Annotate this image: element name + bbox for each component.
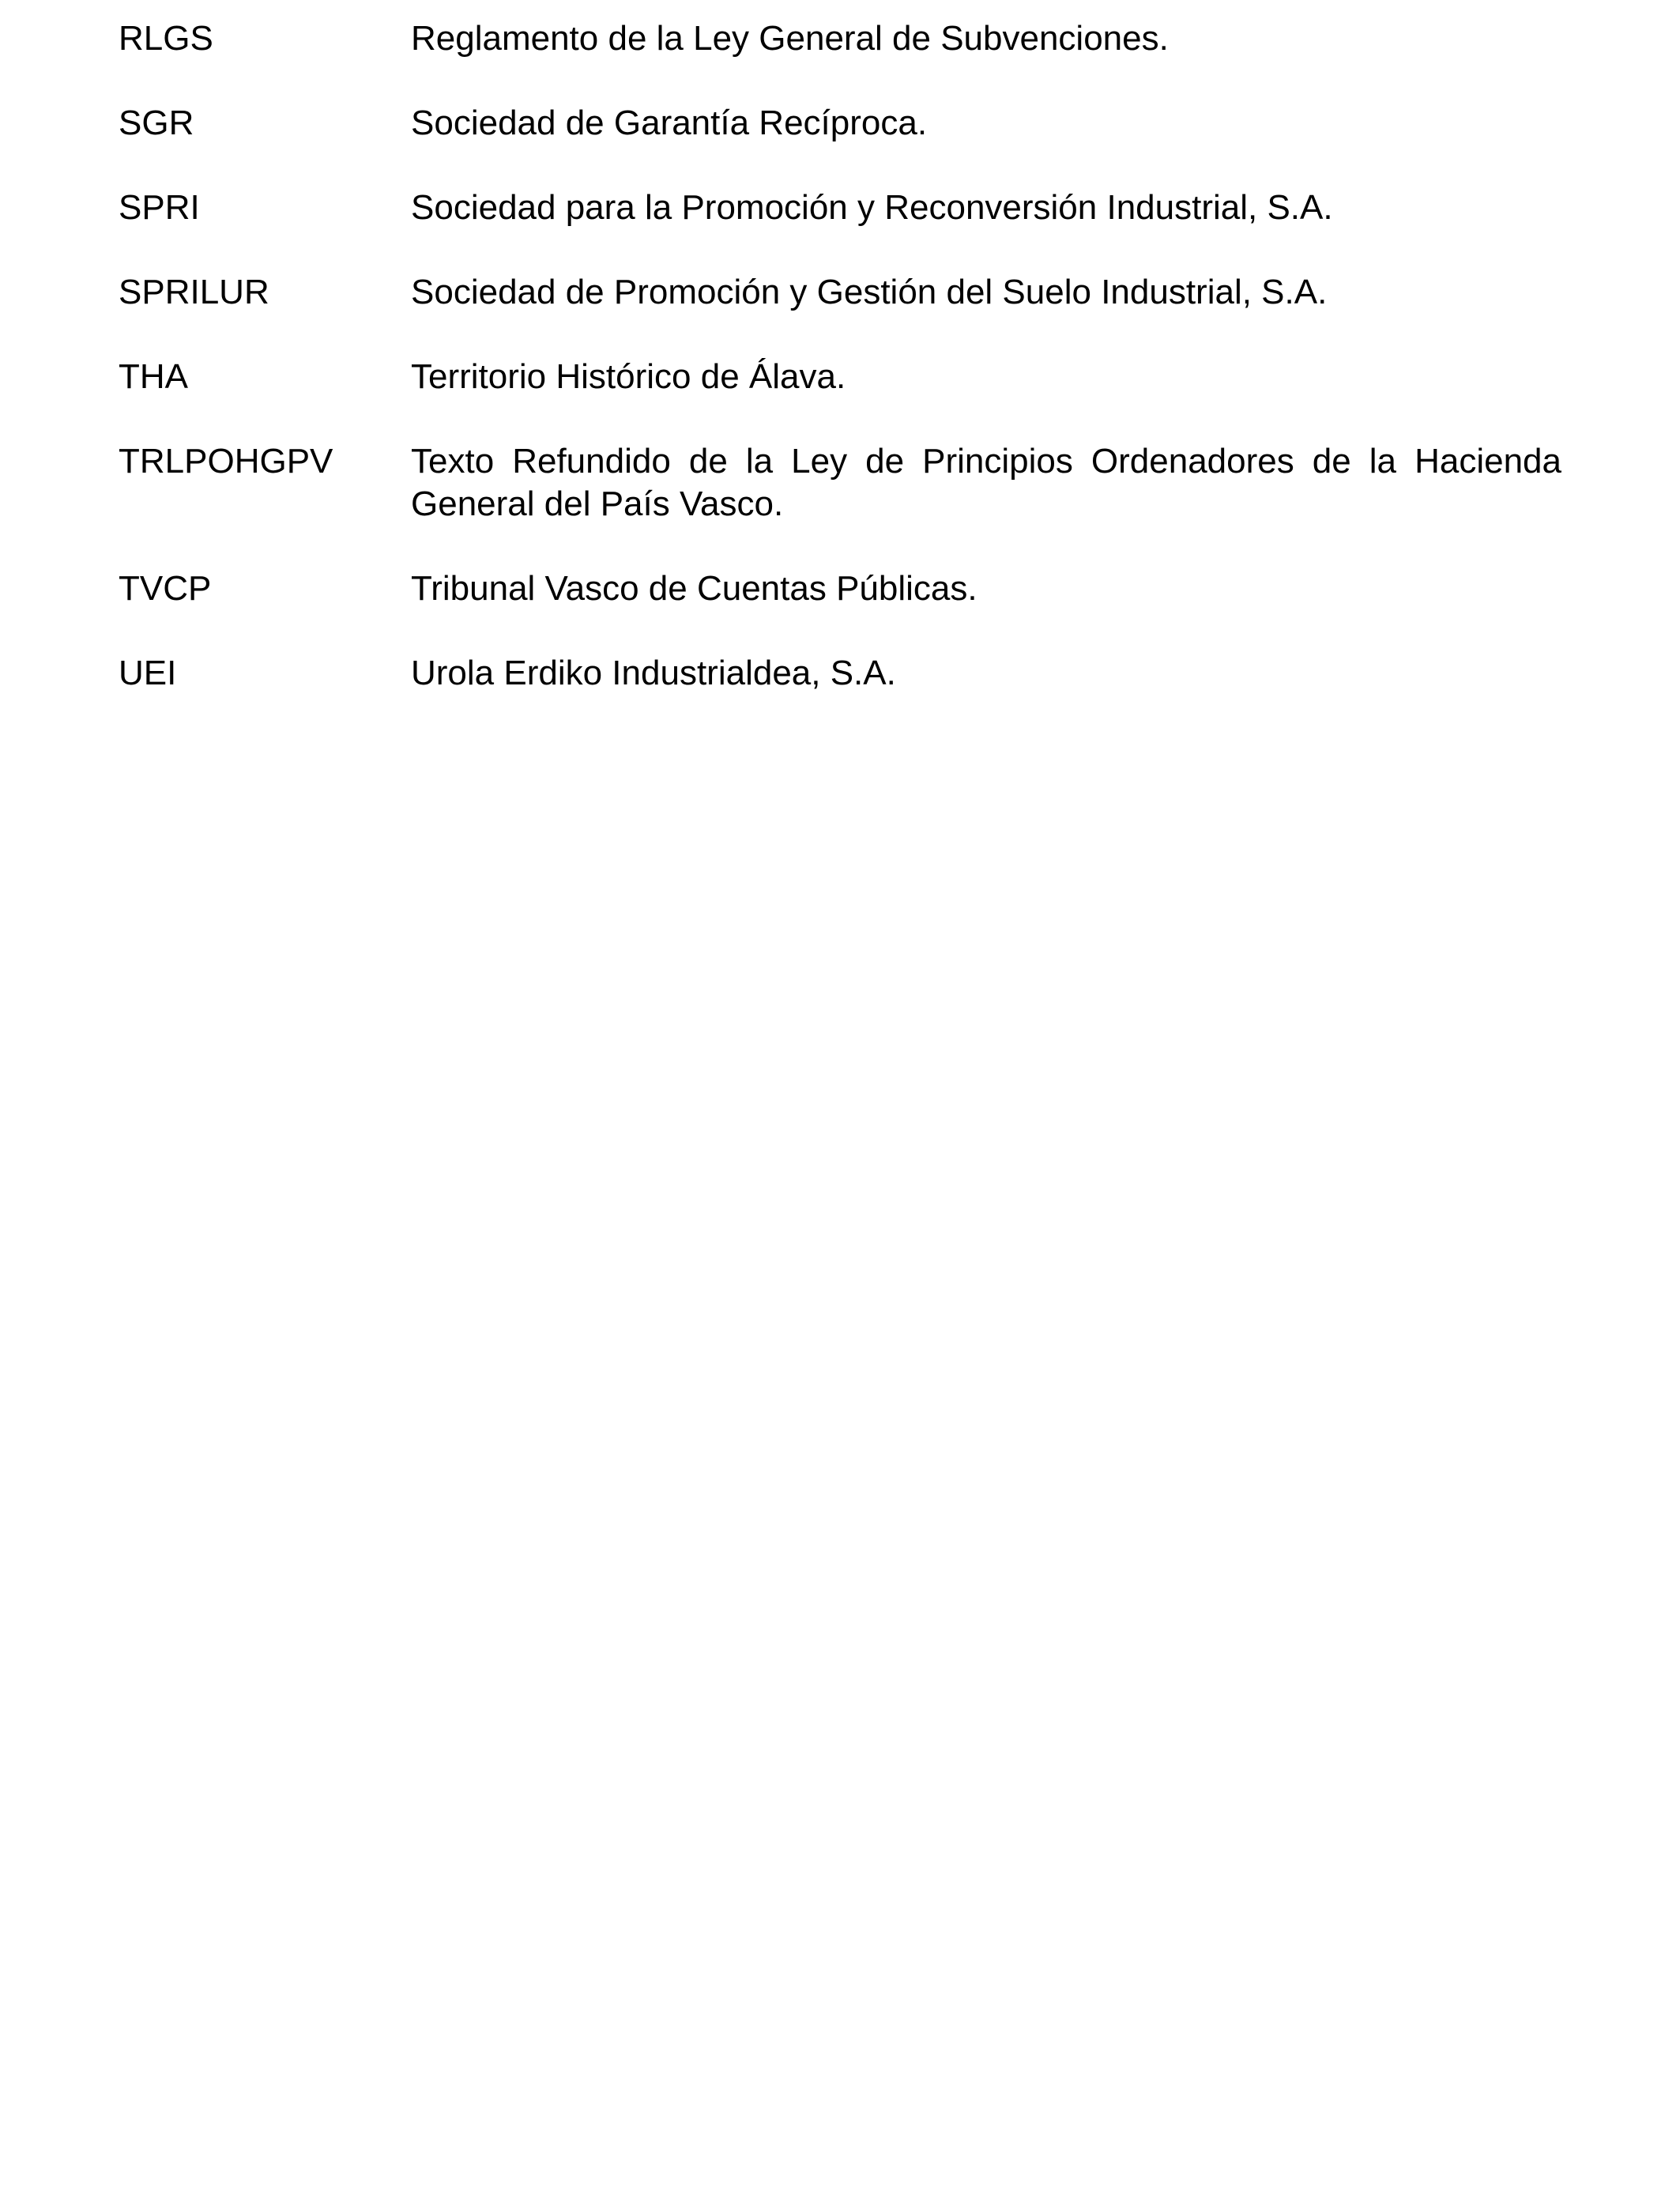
- abbreviation-term: SGR: [119, 104, 194, 142]
- abbreviation-definition: Urola Erdiko Industrialdea, S.A.: [411, 654, 896, 692]
- abbreviation-term: TRLPOHGPV: [119, 442, 333, 481]
- list-item: [119, 652, 1561, 695]
- abbreviation-definition: Sociedad de Garantía Recíproca.: [411, 104, 928, 142]
- abbreviation-term: TVCP: [119, 569, 212, 608]
- list-item: [119, 356, 1561, 398]
- abbreviation-definition: Tribunal Vasco de Cuentas Públicas.: [411, 569, 977, 608]
- list-item: [119, 187, 1561, 229]
- list-item: [119, 102, 1561, 145]
- abbreviation-term: SPRI: [119, 188, 200, 227]
- list-item: [119, 17, 1561, 60]
- abbreviations-list: [119, 17, 1561, 737]
- abbreviation-definition: Sociedad de Promoción y Gestión del Suelo Industrial, S.A.: [411, 273, 1328, 311]
- list-item: [119, 567, 1561, 610]
- abbreviation-term: RLGS: [119, 19, 213, 58]
- abbreviation-term: THA: [119, 357, 188, 396]
- abbreviation-definition: Reglamento de la Ley General de Subvenciones.: [411, 19, 1169, 58]
- list-item: [119, 271, 1561, 314]
- abbreviation-definition: Territorio Histórico de Álava.: [411, 357, 846, 396]
- list-item: [119, 440, 1561, 526]
- abbreviation-term: SPRILUR: [119, 273, 269, 311]
- abbreviation-definition: Texto Refundido de la Ley de Principios Ordenadores de la Hacienda General del País Vasco.: [411, 442, 1561, 523]
- abbreviation-definition: Sociedad para la Promoción y Reconversión Industrial, S.A.: [411, 188, 1333, 227]
- abbreviation-term: UEI: [119, 654, 177, 692]
